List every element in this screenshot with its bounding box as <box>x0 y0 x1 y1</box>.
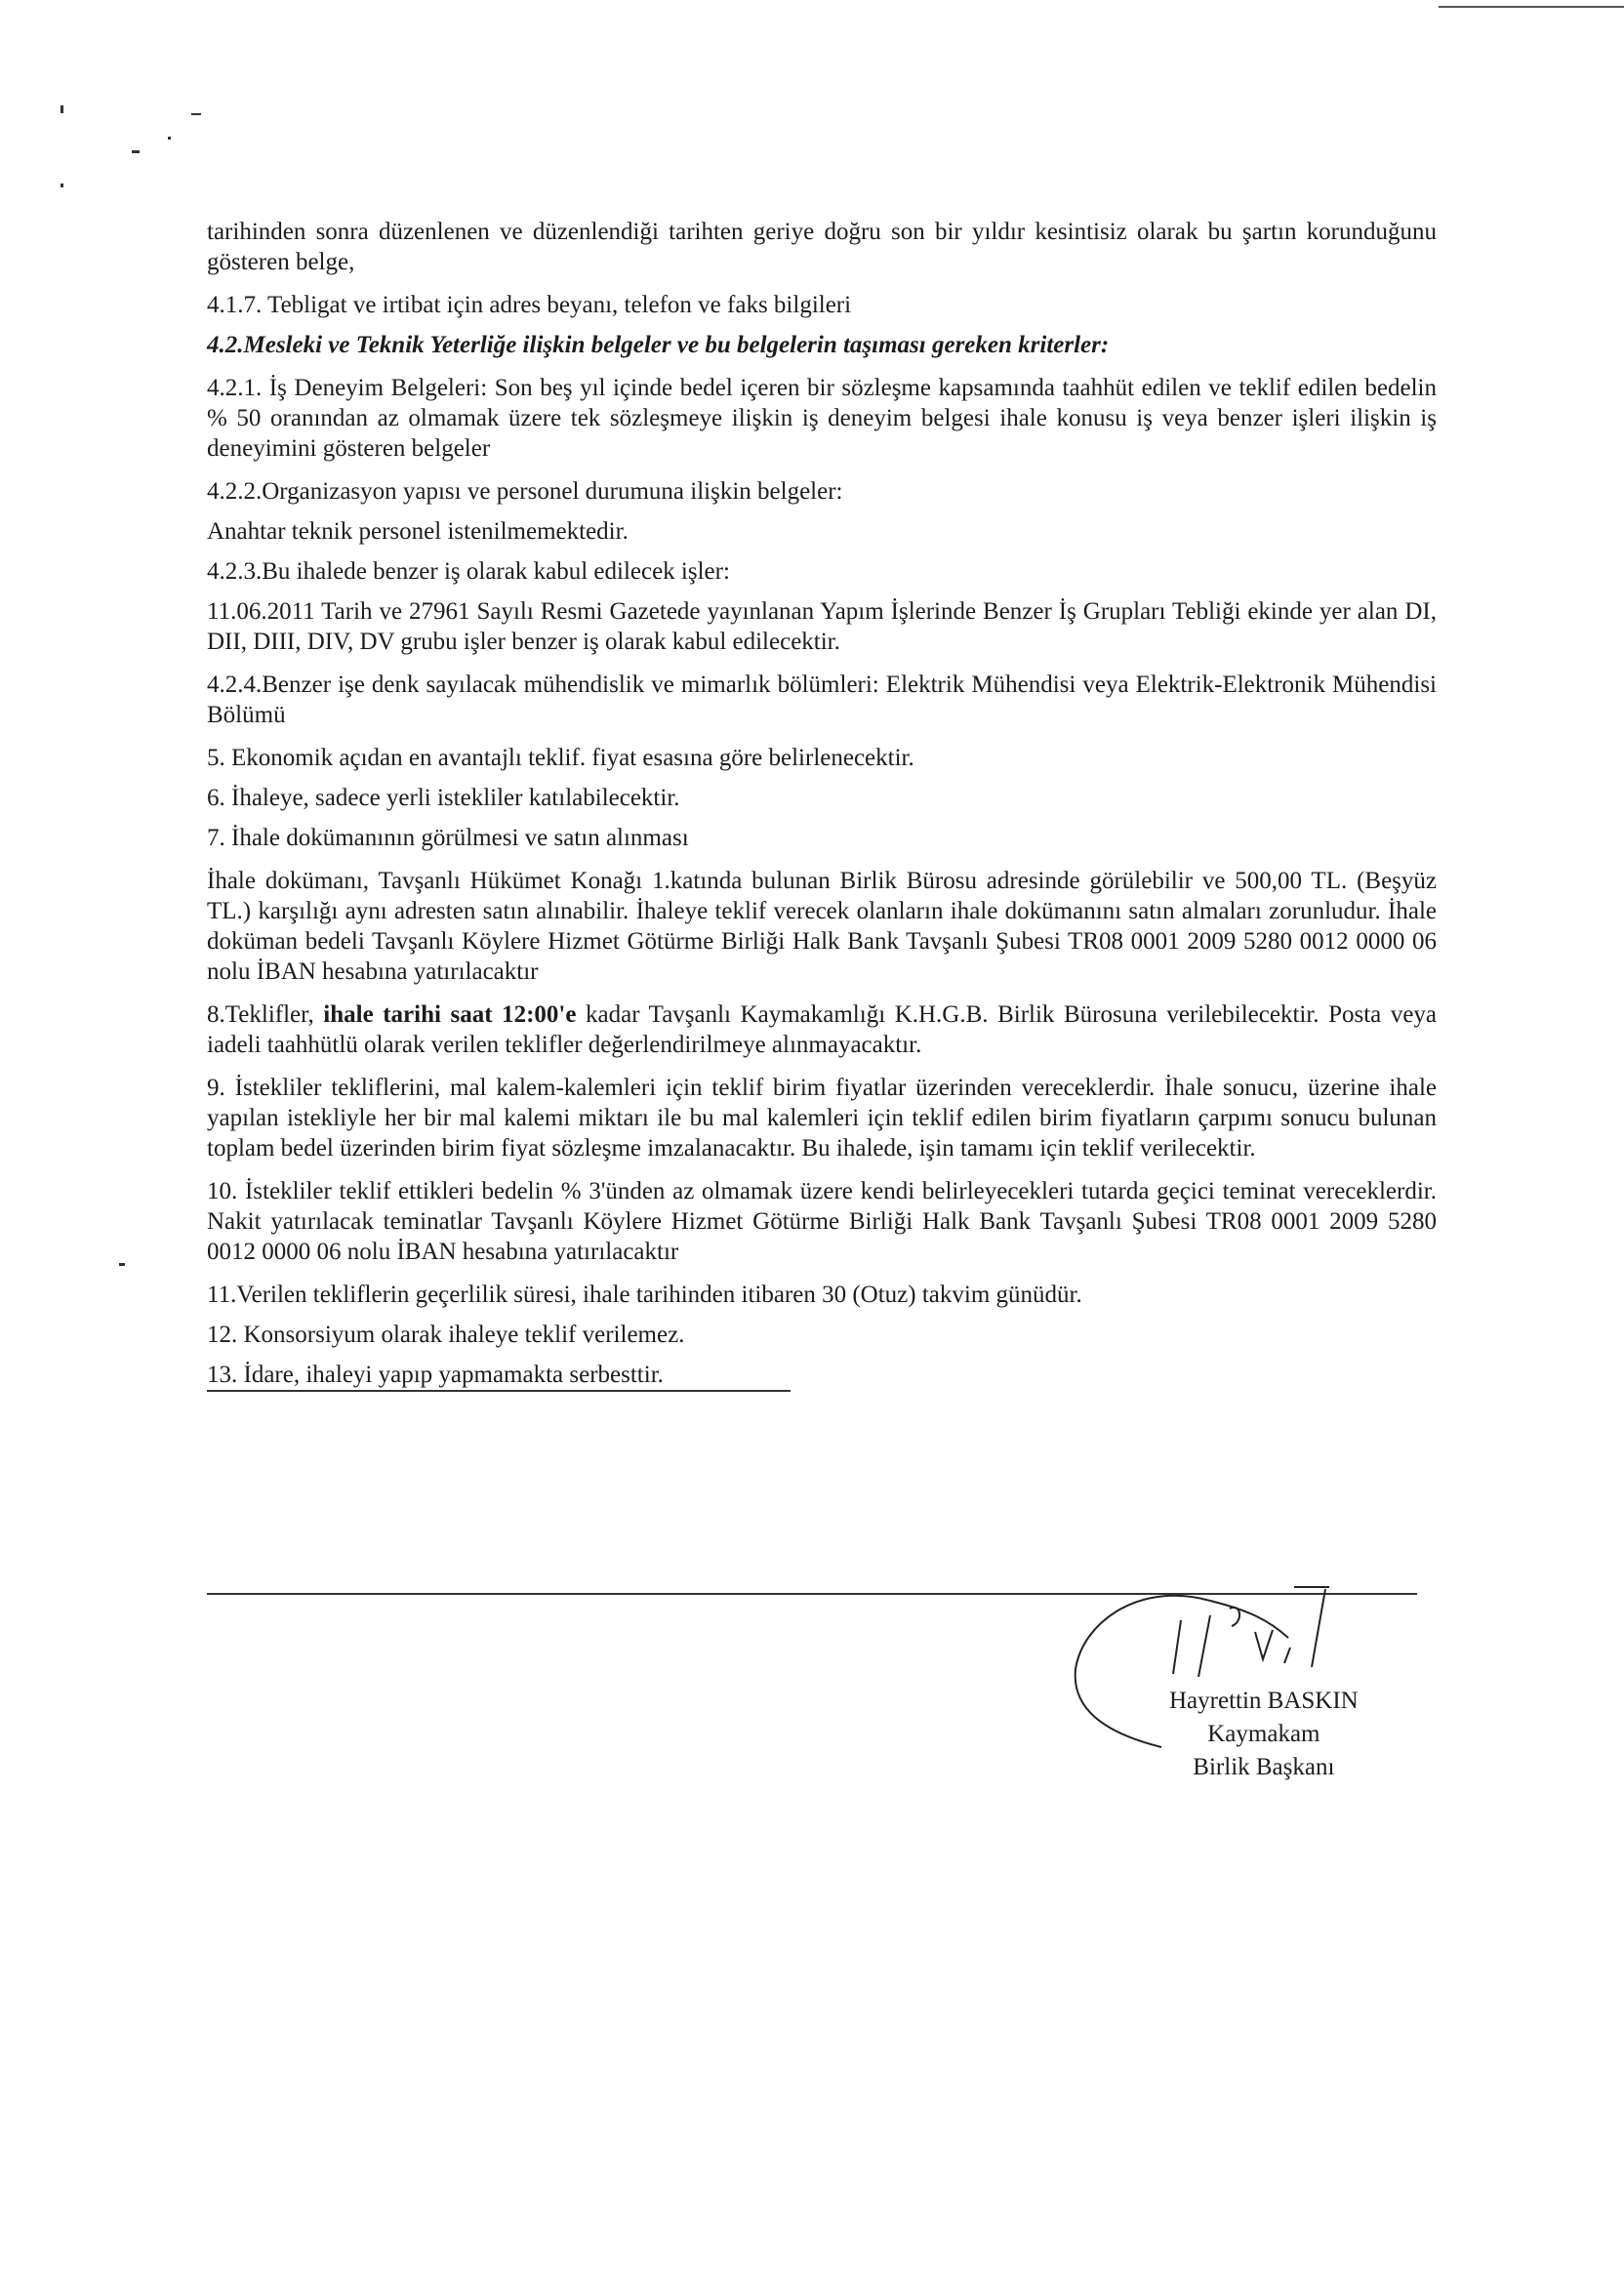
paragraph-11-gecerlilik: 11.Verilen tekliflerin geçerlilik süresi, ihale tarihinden itibaren 30 (Otuz) takvim günüdür. <box>207 1282 1082 1308</box>
scan-speck <box>61 183 63 187</box>
document-body <box>207 217 1437 1405</box>
signatory-title: Kaymakam <box>1207 1721 1320 1747</box>
paragraph-4-2-2: 4.2.2.Organizasyon yapısı ve personel durumuna ilişkin belgeler: <box>207 478 843 505</box>
paragraph-anahtar-personel: Anahtar teknik personel istenilmemektedir. <box>207 518 629 545</box>
paragraph-belge: tarihinden sonra düzenlenen ve düzenlendiği tarihten geriye doğru son bir yıldır kesintisiz olarak bu şartın korunduğunu gösteren belge, <box>207 219 1437 275</box>
signatory-role: Birlik Başkanı <box>1193 1754 1335 1780</box>
paragraph-7-dokuman: 7. İhale dokümanının görülmesi ve satın alınması <box>207 825 689 851</box>
scan-speck <box>61 105 63 113</box>
scan-speck <box>119 1263 125 1266</box>
paragraph-12-konsorsiyum: 12. Konsorsiyum olarak ihaleye teklif verilemez. <box>207 1322 685 1348</box>
paragraph-benzer-is-gruplari: 11.06.2011 Tarih ve 27961 Sayılı Resmi Gazetede yayınlanan Yapım İşlerinde Benzer İş Grupları Tebliği ekinde yer alan DI, DII, DIII, DIV, DV grubu işler benzer iş olarak kabul edilecektir. <box>207 598 1437 655</box>
idare-text: 13. İdare, ihaleyi yapıp yapmamakta serbesttir. <box>207 1360 791 1392</box>
scan-speck <box>132 150 140 153</box>
paragraph-4-2-3: 4.2.3.Bu ihalede benzer iş olarak kabul edilecek işler: <box>207 558 730 585</box>
signatory-name: Hayrettin BASKIN <box>1169 1688 1359 1714</box>
section-heading-4-2: 4.2.Mesleki ve Teknik Yeterliğe ilişkin belgeler ve bu belgelerin taşıması gereken kriterler: <box>207 332 1110 358</box>
teklifler-prefix: 8.Teklifler, <box>207 1001 314 1028</box>
paragraph-8-teklifler <box>207 999 1437 1060</box>
teklifler-deadline: ihale tarihi saat 12:00'e <box>323 1001 577 1028</box>
paragraph-dokuman-bedeli: İhale dokümanı, Tavşanlı Hükümet Konağı 1.katında bulunan Birlik Bürosu adresinde görülebilir ve 500,00 TL. (Beşyüz TL.) karşılığı aynı adresten satın alınabilir. İhaleye teklif verecek olanların ihale dokümanını satın almaları zorunludur. İhale doküman bedeli Tavşanlı Köylere Hizmet Götürme Birliği Halk Bank Tavşanlı Şubesi TR08 0001 2009 5280 0012 0000 06 nolu İBAN hesabına yatırılacaktır <box>207 868 1437 985</box>
scan-speck <box>168 137 171 140</box>
paragraph-5-ekonomik: 5. Ekonomik açıdan en avantajlı teklif. fiyat esasına göre belirlenecektir. <box>207 745 914 771</box>
paragraph-4-2-4: 4.2.4.Benzer işe denk sayılacak mühendislik ve mimarlık bölümleri: Elektrik Mühendisi veya Elektrik-Elektronik Mühendisi Bölümü <box>207 672 1437 728</box>
signatory <box>1169 1685 1359 1784</box>
signature-block <box>1064 1562 1415 1780</box>
paragraph-4-2-1: 4.2.1. İş Deneyim Belgeleri: Son beş yıl içinde bedel içeren bir sözleşme kapsamında taahhüt edilen ve teklif edilen bedelin % 50 oranından az olmamak üzere tek sözleşmeye ilişkin iş deneyim belgesi ihale konusu iş veya benzer işleri ilişkin iş deneyimini gösteren belgeler <box>207 375 1437 462</box>
paragraph-9-birim-fiyat: 9. İstekliler tekliflerini, mal kalem-kalemleri için teklif birim fiyatlar üzerinden vereceklerdir. İhale sonucu, üzerine ihale yapılan istekliyle her bir mal kalemi miktarı ile bu mal kalemleri için teklif edilen birim fiyatların çarpımı sonucu bulunan toplam bedel üzerinden birim fiyat sözleşme imzalanacaktır. Bu ihalede, işin tamamı için teklif verilecektir. <box>207 1075 1437 1161</box>
top-edge-rule <box>1439 6 1624 8</box>
scan-speck <box>191 113 201 115</box>
teklifler-suffix: kadar Tavşanlı Kaymakamlığı K.H.G.B. Birlik Bürosuna verilebilecektir. Posta veya iadeli taahhütlü olarak verilen teklifler değerlendirilmeye alınmayacaktır. <box>207 1001 1438 1058</box>
paragraph-4-1-7: 4.1.7. Tebligat ve irtibat için adres beyanı, telefon ve faks bilgileri <box>207 292 852 318</box>
paragraph-13-idare <box>207 1360 1437 1392</box>
paragraph-6-yerli: 6. İhaleye, sadece yerli istekliler katılabilecektir. <box>207 785 680 811</box>
paragraph-10-teminat: 10. İstekliler teklif ettikleri bedelin % 3'ünden az olmamak üzere kendi belirleyecekleri tutarda geçici teminat vereceklerdir. Nakit yatırılacak teminatlar Tavşanlı Köylere Hizmet Götürme Birliği Halk Bank Tavşanlı Şubesi TR08 0001 2009 5280 0012 0000 06 nolu İBAN hesabına yatırılacaktır <box>207 1178 1437 1265</box>
